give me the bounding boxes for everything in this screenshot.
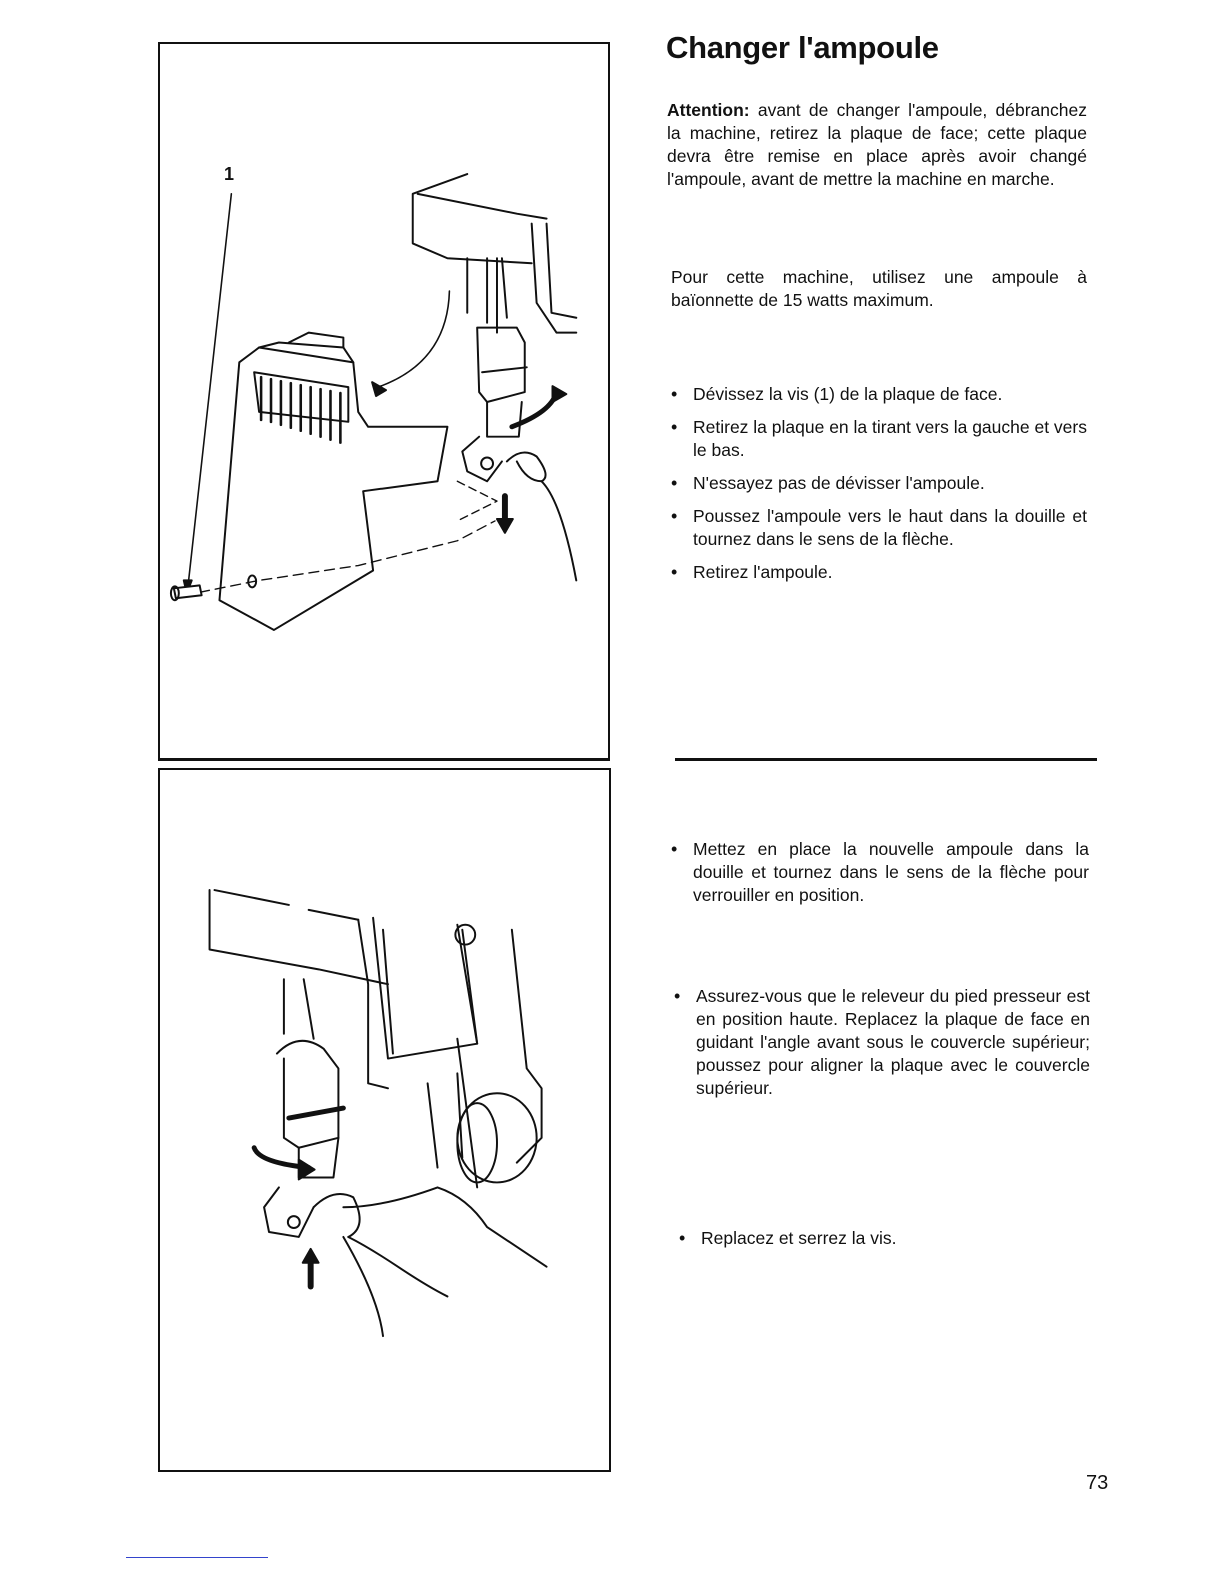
list-item: • Poussez l'ampoule vers le haut dans la douille et tournez dans le sens de la flèche. (667, 505, 1087, 551)
attention-text: avant de changer l'ampoule, débranchez la machine, retirez la plaque de face; cette plaque devra être remise en place après avoir changé l'ampoule, avant de mettre la machine en marche. (667, 100, 1087, 189)
list-item: • Retirez la plaque en la tirant vers la gauche et vers le bas. (667, 416, 1087, 462)
list-item: • Mettez en place la nouvelle ampoule dans la douille et tournez dans le sens de la flèche pour verrouiller en position. (667, 838, 1089, 907)
list-item: • Dévissez la vis (1) de la plaque de face. (667, 383, 1087, 406)
list-item: • Replacez et serrez la vis. (675, 1227, 1090, 1250)
figure-install-bulb (158, 768, 611, 1472)
figure-border-shadow (158, 758, 610, 761)
list-item: • N'essayez pas de dévisser l'ampoule. (667, 472, 1087, 495)
section-divider (675, 758, 1097, 761)
illustration-install-bulb (160, 770, 609, 1470)
illustration-remove-faceplate (160, 44, 608, 758)
install-step-2-list (670, 985, 1090, 1110)
footer-line (126, 1557, 268, 1558)
bulb-info-paragraph: Pour cette machine, utilisez une ampoule à baïonnette de 15 watts maximum. (671, 267, 1087, 310)
page-number: 73 (1086, 1472, 1109, 1494)
page-title: Changer l'ampoule (666, 30, 939, 65)
removal-steps-list (667, 383, 1087, 594)
list-item: • Retirez l'ampoule. (667, 561, 1087, 584)
install-step-1-list (667, 838, 1089, 917)
list-item: • Assurez-vous que le releveur du pied presseur est en position haute. Replacez la plaque de face en guidant l'angle avant sous le couvercle supérieur; poussez pour aligner la plaque avec le couvercle supérieur. (670, 985, 1090, 1100)
figure-callout-1: 1 (224, 164, 235, 184)
attention-paragraph (667, 99, 1087, 191)
attention-label: Attention: (667, 100, 750, 120)
figure-remove-bulb (158, 42, 610, 760)
install-step-3-list (675, 1227, 1090, 1260)
